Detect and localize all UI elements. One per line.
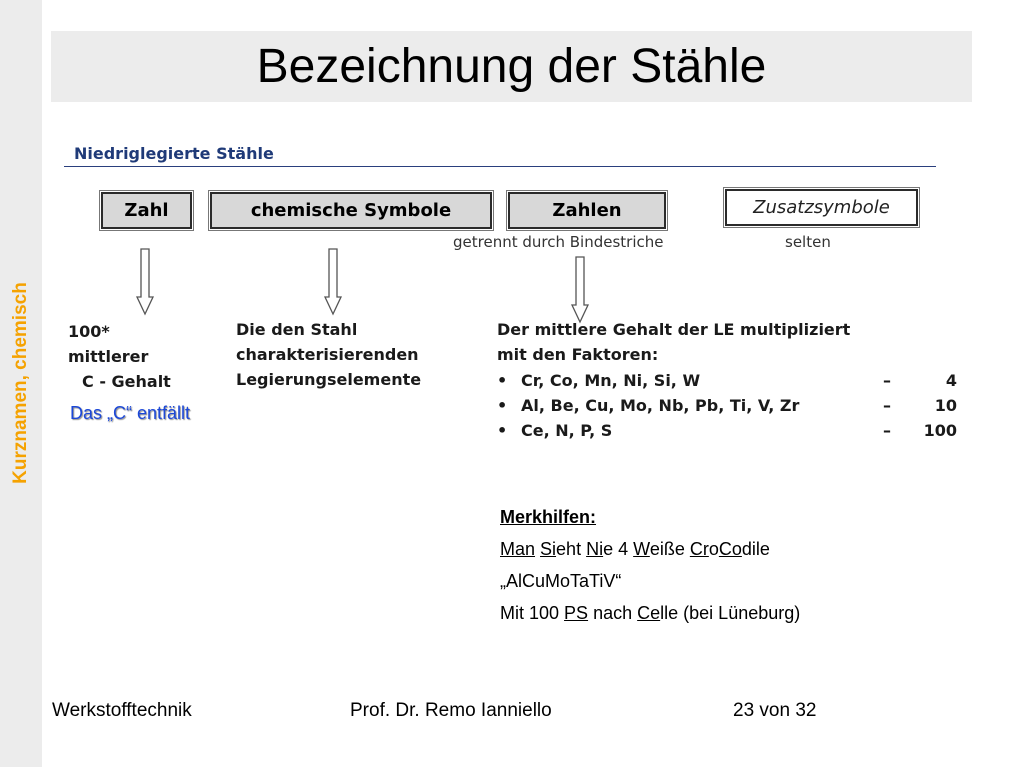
- caption-zahlen: getrennt durch Bindestriche: [453, 233, 664, 251]
- mnemonic-word: W: [633, 539, 650, 559]
- mnemonic-word: dile: [741, 539, 770, 559]
- mnemonic-word: eht: [556, 539, 582, 559]
- mnemonic-word: lle (bei Lüneburg): [660, 603, 801, 623]
- box-chemische-symbole: chemische Symbole: [210, 192, 492, 229]
- dash-separator: –: [883, 421, 891, 440]
- left-sidebar-band: [0, 0, 42, 767]
- col1-line2: mittlerer: [68, 347, 149, 366]
- dash-separator: –: [883, 396, 891, 415]
- list-item: [497, 393, 967, 418]
- col2-line3: Legierungselemente: [236, 370, 422, 389]
- factor-value: 4: [945, 371, 957, 390]
- bullet-icon: •: [497, 421, 508, 440]
- col1-line3: C - Gehalt: [82, 372, 171, 391]
- bullet-icon: •: [497, 371, 508, 390]
- mnemonic-word: Cr: [689, 539, 709, 559]
- mnemonic-word: Mit 100: [500, 603, 560, 623]
- mnemonic-word: Si: [540, 539, 557, 559]
- c-note: Das „C“ entfällt: [70, 403, 191, 423]
- footer-page-number: 23 von 32: [733, 700, 817, 721]
- dash-separator: –: [883, 371, 891, 390]
- list-item: [497, 368, 967, 393]
- section-heading: Niedriglegierte Stähle: [74, 144, 274, 163]
- title-bar: [51, 31, 972, 102]
- box-zahlen: Zahlen: [508, 192, 666, 229]
- factor-list: [497, 368, 967, 443]
- factor-value: 10: [934, 396, 957, 415]
- box-zusatzsymbole: Zusatzsymbole: [725, 189, 918, 226]
- col3-line2: mit den Faktoren:: [497, 345, 659, 364]
- footer-course: Werkstofftechnik: [52, 700, 192, 721]
- element-group: Cr, Co, Mn, Ni, Si, W: [521, 371, 701, 390]
- arrow-down-icon: [323, 248, 343, 316]
- arrow-down-icon: [135, 248, 155, 316]
- mnemonic-word: Man: [500, 539, 536, 559]
- factor-value: 100: [923, 421, 957, 440]
- mnemonics-heading: Merkhilfen:: [500, 507, 597, 527]
- col3-line1: Der mittlere Gehalt der LE multipliziert: [497, 320, 851, 339]
- arrow-down-icon: [570, 256, 590, 324]
- mnemonic-word: o: [708, 539, 719, 559]
- list-item: [497, 418, 967, 443]
- slide-title: Bezeichnung der Stähle: [256, 40, 767, 93]
- footer-author: Prof. Dr. Remo Ianniello: [350, 700, 552, 721]
- mnemonics-block: [500, 501, 800, 629]
- bullet-icon: •: [497, 396, 508, 415]
- element-group: Ce, N, P, S: [521, 421, 613, 440]
- box-zahl: Zahl: [101, 192, 192, 229]
- mnemonic-word: Co: [718, 539, 742, 559]
- col1-line1: 100*: [68, 322, 110, 341]
- mnemonic-word: Ce: [637, 603, 661, 623]
- mnemonic-word: Ni: [586, 539, 604, 559]
- mnemonic-word: PS: [564, 603, 589, 623]
- mnemonic-line-1: [500, 533, 800, 565]
- col2-line2: charakterisierenden: [236, 345, 419, 364]
- caption-zusatzsymbole: selten: [785, 233, 831, 251]
- mnemonic-word: eiße: [649, 539, 685, 559]
- section-divider: [64, 166, 936, 167]
- mnemonic-word: e 4: [603, 539, 629, 559]
- col2-line1: Die den Stahl: [236, 320, 358, 339]
- mnemonic-line-3: [500, 597, 800, 629]
- mnemonic-word: nach: [593, 603, 633, 623]
- mnemonic-line-2: „AlCuMoTaTiV“: [500, 571, 622, 591]
- sidebar-vertical-label: Kurznamen, chemisch: [10, 282, 31, 484]
- element-group: Al, Be, Cu, Mo, Nb, Pb, Ti, V, Zr: [521, 396, 800, 415]
